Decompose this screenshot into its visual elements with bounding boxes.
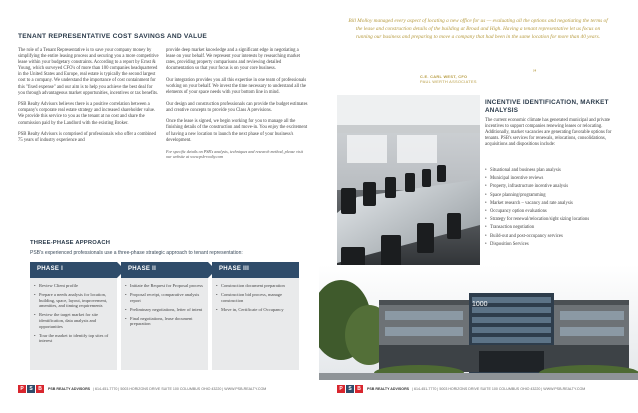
testimonial-quote: Bill Molloy managed every aspect of locating a new office for us — evaluating all the options and negotiating the terms of the lease and construction details of the building at Broad and High. Having a tenant representative let us focus on running our business and preparing to move a company that had been in the same location for more than 40 years. (348, 18, 608, 40)
list-item: • Final negotiations, lease document preparation (125, 316, 204, 327)
list-item: • Review the target market for site identification, data analysis and opportunities (34, 312, 113, 329)
three-phase-subtitle: PSB's experienced professionals use a three-phase strategic approach to tenant representation: (30, 250, 243, 256)
three-phase-title: THREE-PHASE APPROACH (30, 240, 111, 246)
phase-header (212, 262, 299, 278)
phase-list (125, 283, 204, 331)
body-column-left (18, 48, 160, 150)
phase-2-card (121, 262, 208, 370)
section-intro: The current economic climate has generated municipal and private incentives to support companies renewing leases or relocating. Additionally, market vacancies are generating favorable options for tenants. PSB's services for renewals, relocations, consolidations, acquisitions and dispositions include: (485, 118, 612, 148)
list-item: • Initiate the Request for Proposal process (125, 283, 204, 289)
footer-right (337, 385, 585, 393)
phase-header (30, 262, 117, 278)
paragraph: Our integration provides you all this expertise in one team of professionals working on your behalf. We invest the time necessary to understand all the elements of your space needs with your bottom line in mind. (166, 77, 307, 96)
paragraph: Once the lease is signed, we begin working for you to manage all the finishing details of the construction and move-in. You enjoy the excitement of having a new location to launch the next phase of your business's development. (166, 119, 308, 143)
conference-room-image (337, 95, 480, 272)
phase-header (121, 262, 208, 278)
phase-3-card (212, 262, 299, 370)
conference-room-photo (337, 95, 480, 272)
phase-list (216, 283, 295, 316)
office-building-image (319, 265, 638, 380)
list-item: • Situational and business plan analysis (485, 168, 625, 174)
paragraph: Our design and construction professionals can provide the budget estimates and creative concepts to provide you Class A previsions. (166, 101, 308, 113)
list-item: • Review Client profile (34, 283, 113, 289)
footer-left (18, 385, 266, 393)
close-quote-icon: ” (532, 68, 537, 77)
list-item: • Construction bid process, manage construction (216, 292, 295, 303)
list-item: • Disposition Services (485, 242, 625, 248)
section-title: TENANT REPRESENTATIVE COST SAVINGS AND VALUE (18, 33, 208, 40)
phase-list (34, 283, 113, 347)
footer-brand: PSB REALTY ADVISORS (367, 387, 410, 391)
list-item: • Build-out and post-occupancy services (485, 234, 625, 240)
footer-details: | 614-451-7770 | 5003 HORIZONS DRIVE SUITE 100 COLUMBUS OHIO 43220 | WWW.PSB-REALTY.COM (412, 387, 586, 391)
psb-logo: P S B (18, 385, 45, 393)
section-title: INCENTIVE IDENTIFICATION, MARKET ANALYSIS (485, 99, 609, 114)
phase-1-card (30, 262, 117, 370)
phase-label: PHASE III (219, 266, 250, 272)
paragraph: PSB Realty Advisors believes there is a positive correlation between a company's corporate real estate strategy and increased shareholder value. We provide this service to you as the tenant at no cost and share the commission paid by the Landlord with the existing Broker. (18, 102, 156, 126)
psb-logo: P S B (337, 385, 364, 393)
paragraph: provide deep market knowledge and a significant edge in negotiating a lease on your behalf. We represent your interests by researching market rates, providing property comparisons and reviewing detailed documentation so that your focus is on your core business. (166, 48, 300, 72)
list-item: • Proposal receipt, comparative analysis report (125, 292, 204, 303)
list-item: • Strategy for renewal/relocation/sight sizing locations (485, 217, 625, 223)
paragraph: PSB Realty Advisors is comprised of professionals who offer a combined 75 years of industry experience and (18, 132, 156, 144)
list-item: • Space planning/programming (485, 193, 625, 199)
website-note: For specific details on PSB's analysis, techniques and research method, please visit our website at www.psb-realty.com (166, 149, 303, 160)
list-item: • Tour the market to identify top sites of interest (34, 333, 113, 344)
list-item: • Property, infrastructure incentive analysis (485, 184, 625, 190)
footer-details: | 614-451-7770 | 5003 HORIZONS DRIVE SUITE 100 COLUMBUS OHIO 43220 | WWW.PSB-REALTY.COM (93, 387, 267, 391)
list-item: • Move in, Certificate of Occupancy (216, 307, 295, 313)
office-building-photo (319, 265, 638, 380)
phase-label: PHASE I (37, 266, 64, 272)
body-column-right (166, 48, 308, 165)
list-item: • Occupancy option evaluations (485, 209, 625, 215)
list-item: • Municipal incentive reviews (485, 176, 625, 182)
list-item: • Construction document preparation (216, 283, 295, 289)
services-list (485, 168, 625, 250)
footer-brand: PSB REALTY ADVISORS (48, 387, 91, 391)
list-item: • Transaction negotiation (485, 225, 625, 231)
quote-attribution (420, 74, 540, 84)
list-item: • Preliminary negotiations, letter of intent (125, 307, 204, 313)
attribution-name: C.E. CARL WEST, CFO (420, 74, 468, 79)
list-item: • Prepare a needs analysis for location, building, space, layout, improvement, amenities, and timing requirements (34, 292, 113, 309)
paragraph: The role of a Tenant Representative is to save your company money by simplifying the entire leasing process and securing you a more competitive lease within your budgetary constraints. According to a report by Ernst & Young, which surveyed CFO's of more than 100 companies headquartered in the United States and Europe, real estate is typically the second largest cost to a company. We understand the importance of cost containment for this "fixed expense" and our aim is to help you achieve the best deal for you through advantageous market opportunities, incentives or tax benefits. (18, 48, 159, 96)
attribution-company: PAUL WERTH ASSOCIATES (420, 79, 477, 84)
building-number: 1000 (472, 301, 488, 308)
phase-label: PHASE II (128, 266, 157, 272)
list-item: • Market research – vacancy and rate analysis (485, 201, 625, 207)
